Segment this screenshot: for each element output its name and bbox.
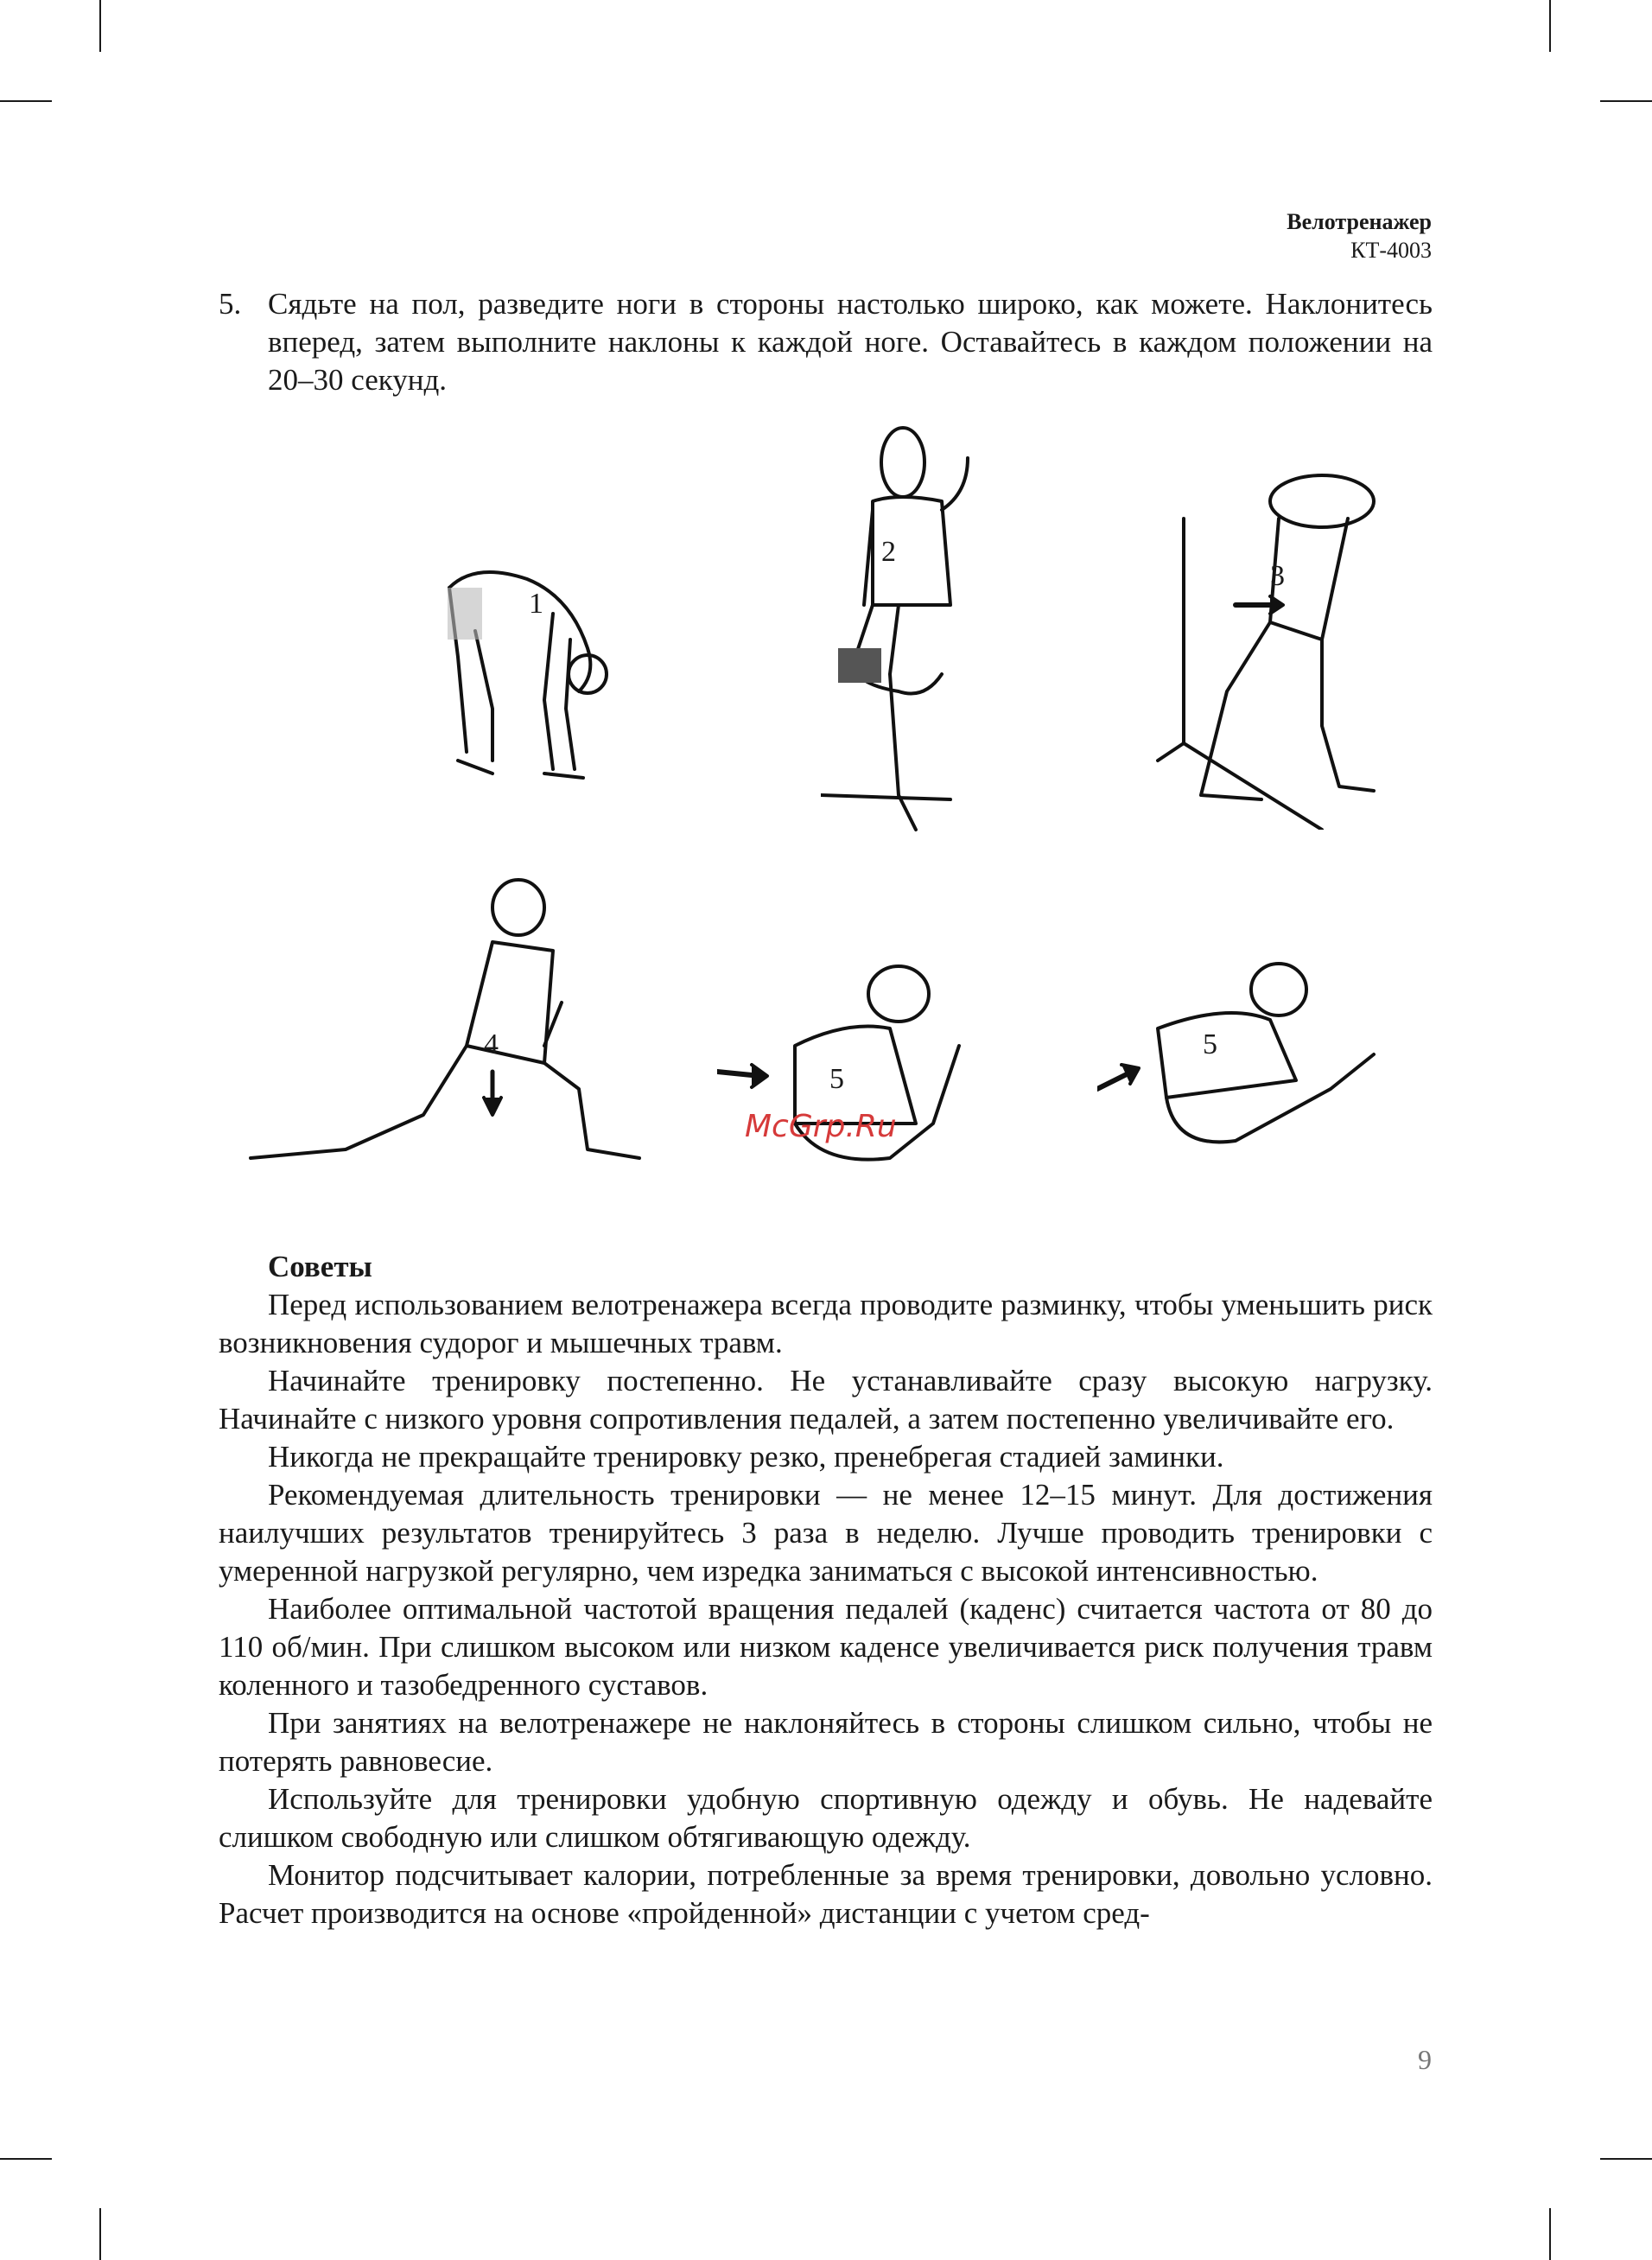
step-text: Сядьте на пол, разведите ноги в стороны настолько широко, как можете. Наклонитесь вперед, затем выполните наклоны к каждой ноге. Оставайтесь в каждом положении на 20–30 секунд. xyxy=(268,287,1433,397)
crop-mark xyxy=(1549,0,1551,52)
tip-paragraph: Рекомендуемая длительность тренировки — не менее 12–15 минут. Для достижения наилучших результатов тренируйтесь 3 раза в неделю. Лучше проводить тренировки с умеренной нагрузкой регулярно, чем изредка заниматься с высокой интенсивностью. xyxy=(219,1478,1433,1588)
page-number: 9 xyxy=(1418,2044,1432,2075)
crop-mark xyxy=(1600,2158,1652,2160)
crop-mark xyxy=(0,2158,52,2160)
figure-seated-straddle-side xyxy=(1097,951,1382,1184)
figure-calf-stretch xyxy=(1149,467,1426,830)
figure-quad-stretch xyxy=(821,415,1028,847)
watermark: McGrp.Ru xyxy=(745,1109,897,1144)
figure-forward-bend xyxy=(423,553,613,804)
crop-mark xyxy=(1600,100,1652,102)
tip-paragraph: Перед использованием велотренажера всегда проводите разминку, чтобы уменьшить риск возникновения судорог и мышечных травм. xyxy=(219,1288,1433,1359)
header-model: КТ-4003 xyxy=(1350,238,1432,263)
step-number: 5. xyxy=(219,287,242,321)
crop-mark xyxy=(0,100,52,102)
crop-mark xyxy=(99,2208,101,2260)
figure-label-5b: 5 xyxy=(1203,1028,1217,1060)
tips-section xyxy=(219,1248,1433,1932)
tip-paragraph: Никогда не прекращайте тренировку резко, пренебрегая стадией заминки. xyxy=(268,1440,1224,1474)
figure-label-2: 2 xyxy=(881,536,896,568)
tips-heading: Советы xyxy=(268,1250,372,1283)
tip-paragraph: При занятиях на велотренажере не наклоняйтесь в стороны слишком сильно, чтобы не потерять равновесие. xyxy=(219,1706,1433,1778)
figure-label-1: 1 xyxy=(529,588,543,620)
stretching-figures xyxy=(233,415,1443,1210)
tip-paragraph: Начинайте тренировку постепенно. Не устанавливайте сразу высокую нагрузку. Начинайте с низкого уровня сопротивления педалей, а затем постепенно увеличивайте его. xyxy=(219,1364,1433,1436)
tip-paragraph: Наиболее оптимальной частотой вращения педалей (каденс) считается частота от 80 до 110 об/мин. При слишком высоком или низком каденсе увеличивается риск получения травм коленного и тазобедренного суставов. xyxy=(219,1592,1433,1702)
tip-paragraph: Монитор подсчитывает калории, потребленные за время тренировки, довольно условно. Расчет производится на основе «пройденной» дистанции с учетом сред- xyxy=(219,1858,1433,1930)
figure-label-5a: 5 xyxy=(829,1063,844,1095)
tip-paragraph: Используйте для тренировки удобную спортивную одежду и обувь. Не надевайте слишком свободную или слишком обтягивающую одежду. xyxy=(219,1782,1433,1854)
running-header xyxy=(1287,207,1432,264)
figure-label-4: 4 xyxy=(484,1028,499,1060)
crop-mark xyxy=(99,0,101,52)
crop-mark xyxy=(1549,2208,1551,2260)
figure-lunge xyxy=(233,873,648,1184)
header-title: Велотренажер xyxy=(1287,209,1432,234)
step-5 xyxy=(219,285,1433,399)
figure-seated-straddle xyxy=(717,951,976,1184)
figure-label-3: 3 xyxy=(1270,560,1285,592)
